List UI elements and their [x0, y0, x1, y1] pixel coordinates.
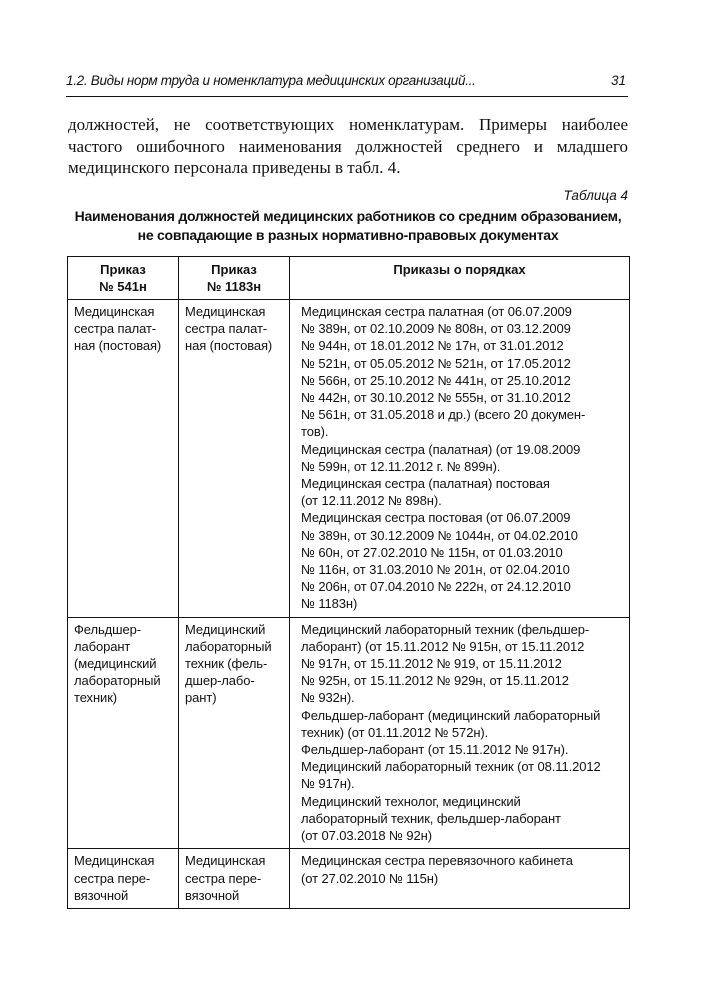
cell-line: техник)	[74, 690, 118, 706]
header-line: № 541н	[99, 279, 147, 294]
cell-line: лабораторный	[74, 673, 161, 689]
cell-order-541	[68, 849, 179, 909]
cell-line: Медицинская	[185, 853, 266, 869]
cell-line: сестра пере-	[74, 870, 151, 886]
cell-line: ная (постовая)	[185, 338, 273, 354]
cell-line: (от 12.11.2012 № 898н).	[301, 493, 442, 509]
cell-procedure-orders	[290, 617, 630, 849]
cell-line: сестра пере-	[185, 870, 262, 886]
table-body	[68, 300, 630, 909]
cell-line: № 599н, от 12.11.2012 г. № 899н).	[301, 458, 501, 474]
cell-line: Медицинская	[74, 304, 155, 319]
cell-line: вязочной	[74, 887, 129, 903]
cell-line: № 944н, от 18.01.2012 № 17н, от 31.01.2012	[301, 338, 564, 354]
cell-line: Медицинская сестра перевязочного кабинета	[301, 853, 573, 869]
cell-line: лаборант	[74, 638, 131, 654]
cell-line: ная (постовая)	[74, 338, 162, 354]
cell-line: (медицинский	[74, 656, 157, 672]
cell-line: лабораторный техник, фельдшер-лаборант	[301, 810, 561, 826]
cell-line: сестра палат-	[185, 321, 268, 337]
header-cell-procedure-orders	[290, 257, 630, 300]
cell-line: № 932н).	[301, 690, 355, 706]
cell-line: Фельдшер-лаборант (медицинский лабораторный	[301, 707, 601, 723]
cell-procedure-orders	[290, 849, 630, 909]
cell-procedure-orders	[290, 300, 630, 618]
table-number-label: Таблица 4	[563, 188, 628, 203]
cell-line: Медицинский лабораторный техник (от 08.11.2012	[301, 759, 601, 775]
cell-line: (от 07.03.2018 № 92н)	[301, 828, 432, 844]
header-line: Приказы о порядках	[393, 262, 526, 277]
cell-line: Медицинская	[185, 304, 266, 319]
table-caption-line: не совпадающие в разных нормативно-правовых документах	[137, 227, 559, 243]
table-caption-line: Наименования должностей медицинских работников со средним образованием,	[74, 208, 622, 224]
table-caption	[60, 207, 636, 245]
cell-line: (от 27.02.2010 № 115н)	[301, 870, 439, 886]
cell-line: дшер-лабо-	[185, 673, 255, 689]
cell-line: рант)	[185, 690, 217, 706]
cell-line: № 60н, от 27.02.2010 № 115н, от 01.03.2010	[301, 544, 563, 560]
cell-line: Медицинская сестра палатная (от 06.07.2009	[301, 304, 572, 319]
cell-line: техник) (от 01.11.2012 № 572н).	[301, 724, 489, 740]
intro-paragraph	[68, 114, 628, 179]
cell-line: Медицинский лабораторный техник (фельдшер-	[301, 621, 590, 637]
cell-line: Медицинский технолог, медицинский	[301, 793, 521, 809]
table-row	[68, 849, 630, 909]
cell-line: № 917н, от 15.11.2012 № 919, от 15.11.2012	[301, 656, 562, 672]
cell-line: Медицинская сестра постовая (от 06.07.2009	[301, 510, 571, 526]
cell-line: сестра палат-	[74, 321, 157, 337]
cell-line: Фельдшер-	[74, 621, 141, 637]
cell-line: вязочной	[185, 887, 240, 903]
header-line: № 1183н	[206, 279, 262, 294]
positions-table	[67, 256, 630, 909]
page-number: 31	[610, 73, 626, 88]
cell-order-1183	[179, 617, 290, 849]
cell-line: Медицинская сестра (палатная) постовая	[301, 476, 550, 492]
cell-line: лаборант) (от 15.11.2012 № 915н, от 15.11.2012	[301, 638, 585, 654]
cell-line: № 566н, от 25.10.2012 № 441н, от 25.10.2012	[301, 372, 571, 388]
cell-line: лабораторный	[185, 638, 272, 654]
cell-line: тов).	[301, 424, 329, 440]
table-row	[68, 617, 630, 849]
cell-line: № 442н, от 30.10.2012 № 555н, от 31.10.2012	[301, 390, 571, 406]
intro-line: должностей, не соответствующих номенклатурам. Примеры наиболее	[68, 115, 628, 134]
cell-line: техник (фель-	[185, 656, 268, 672]
cell-line: № 925н, от 15.11.2012 № 929н, от 15.11.2012	[301, 673, 569, 689]
cell-order-1183	[179, 300, 290, 618]
table-header-row	[68, 257, 630, 300]
cell-line: № 561н, от 31.05.2018 и др.) (всего 20 докумен-	[301, 407, 586, 423]
intro-line: медицинского персонала приведены в табл. 4.	[68, 158, 401, 177]
cell-line: № 917н).	[301, 776, 355, 792]
cell-line: Фельдшер-лаборант (от 15.11.2012 № 917н).	[301, 742, 569, 758]
table-row	[68, 300, 630, 618]
cell-line: Медицинская сестра (палатная) (от 19.08.2009	[301, 441, 581, 457]
header-line: Приказ	[100, 262, 146, 277]
cell-line: Медицинский	[185, 621, 266, 637]
intro-line: частого ошибочного наименования должностей среднего и младшего	[68, 136, 628, 156]
cell-line: Медицинская	[74, 853, 155, 869]
cell-order-541	[68, 300, 179, 618]
cell-line: № 389н, от 02.10.2009 № 808н, от 03.12.2009	[301, 321, 571, 337]
cell-order-541	[68, 617, 179, 849]
running-header	[66, 73, 628, 93]
header-cell-order-541	[68, 257, 179, 300]
header-line: Приказ	[211, 262, 257, 277]
cell-line: № 206н, от 07.04.2010 № 222н, от 24.12.2010	[301, 579, 571, 595]
cell-line: № 521н, от 05.05.2012 № 521н, от 17.05.2012	[301, 355, 571, 371]
cell-line: № 116н, от 31.03.2010 № 201н, от 02.04.2010	[301, 562, 570, 578]
cell-order-1183	[179, 849, 290, 909]
header-cell-order-1183	[179, 257, 290, 300]
cell-line: № 1183н)	[301, 596, 358, 612]
header-divider	[66, 96, 628, 97]
running-header-title: 1.2. Виды норм труда и номенклатура медицинских организаций...	[66, 73, 476, 88]
cell-line: № 389н, от 30.12.2009 № 1044н, от 04.02.2010	[301, 527, 578, 543]
